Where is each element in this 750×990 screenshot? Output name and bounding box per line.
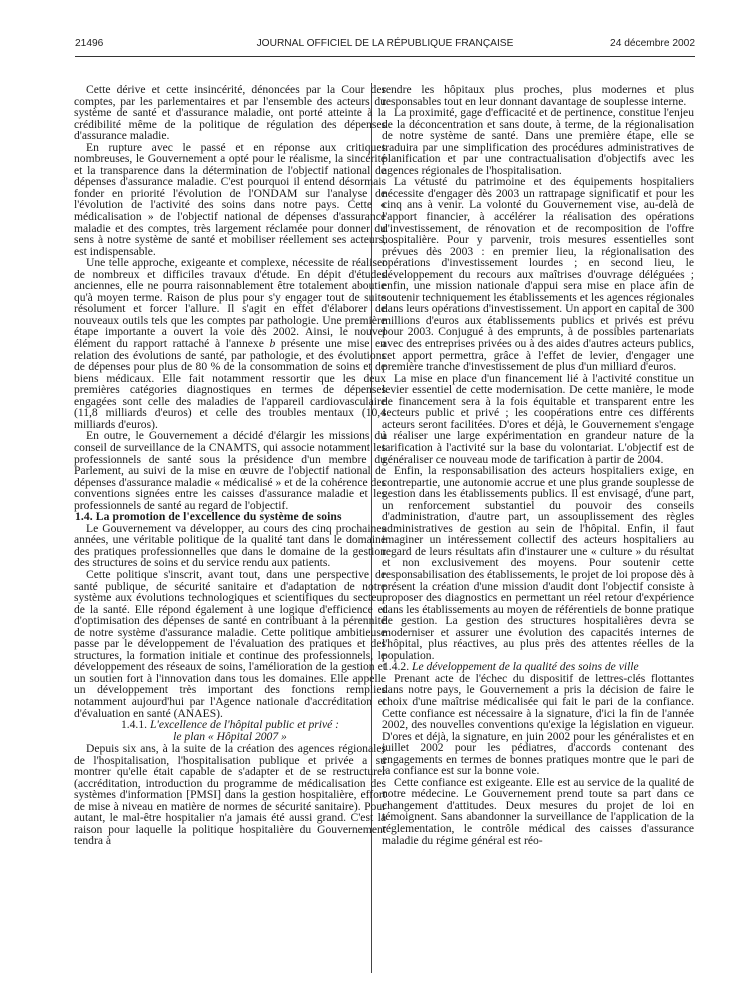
left-column xyxy=(74,84,386,847)
paragraph: En rupture avec le passé et en réponse aux critiques nombreuses, le Gouvernement a opté pour le réalisme, la sincérité et la transparence dans la détermination de l'objectif national de dépenses d'assurance maladie. C'est pourquoi il entend désormais fonder en priorité l'évolution de l'ONDAM sur l'analyse de l'évolution de l'activité des soins dans notre pays. Cette « médicalisation » de l'objectif national de dépenses d'assurance maladie et des comptes, très largement réclamée pour donner du sens à notre système de santé et mobiliser réellement ses acteurs, est indispensable. xyxy=(74,140,386,258)
subsection-title: Le développement de la qualité des soins de ville xyxy=(412,660,639,674)
header-rule xyxy=(75,56,695,57)
paragraph: La proximité, gage d'efficacité et de pertinence, constitue l'enjeu de la déconcentration et sans doute, à terme, de la régionalisation de notre système de santé. Dans une première étape, elle se traduira par une simplification des procédures administratives de planification et par une contractualisation d'objectifs avec les agences régionales de l'hospitalisation. xyxy=(382,106,694,177)
page-number: 21496 xyxy=(75,38,104,49)
paragraph-text: Une telle approche, exigeante et complexe, nécessite de réaliser de nombreux et difficiles travaux d'étude. En dépit d'études anciennes, elle ne pourra raisonnablement être totalement aboutie qu'à moyen terme. Raison de plus pour s'y engager tout de suite résolument et forcer l'allure. Il s'agit en effet d'élaborer de nouveaux outils tels que les comptes par pathologie. Une première étape importante a ouvert la voie dès 2002. Ainsi, le nouvel élément du rapport rattaché à l'annexe xyxy=(74,256,386,351)
paragraph: Cette dérive et cette insincérité, dénoncées par la Cour des comptes, par les parlementaires et par l'ensemble des acteurs du système de santé et d'assurance maladie, ont porté atteinte à la crédibilité même de la politique de régulation des dépenses d'assurance maladie. xyxy=(74,83,386,143)
paragraph: Le Gouvernement va développer, au cours des cinq prochaines années, une véritable politique de la qualité tant dans le domaine des pratiques professionnelles que dans le domaine de la gestion des structures de soins et du service rendu aux patients. xyxy=(74,521,386,570)
right-column xyxy=(382,84,694,846)
paragraph: Prenant acte de l'échec du dispositif de lettres-clés flottantes dans notre pays, le Gouvernement a pris la décision de faire le choix d'une maîtrise médicalisée qui fait le pari de la confiance. Cette confiance est nécessaire à la signature, d'ici la fin de l'année 2002, des nouvelles conventions qu'exige la législation en vigueur. D'ores et déjà, la signature, en juin 2002 pour les généralistes et en juillet 2002 pour les pédiatres, d'accords contenant des engagements en termes de bonnes pratiques montre que le pari de la confiance est sur la bonne voie. xyxy=(382,671,694,778)
section-heading: 1.4. La promotion de l'excellence du système de soins xyxy=(75,510,342,524)
subsection-number: 1.4.1. xyxy=(120,718,148,732)
paragraph: Depuis six ans, à la suite de la création des agences régionales de l'hospitalisation, l'hospitalisation publique et privée a su montrer qu'elle était capable de s'adapter et de se restructurer (accréditation, introduction du programme de médicalisation des systèmes d'information [PMSI] dans la gestion hospitalière, effort de mise à niveau en matière de normes de sécurité sanitaire). Pour autant, le mal-être hospitalier n'a jamais été aussi grand. C'est la raison pour laquelle la politique hospitalière du Gouvernement tendra à xyxy=(74,742,386,848)
subsection-title-line1: L'excellence de l'hôpital public et privé : xyxy=(149,718,340,732)
subsection-title-line2: le plan « Hôpital 2007 » xyxy=(173,730,287,744)
annex-reference: b xyxy=(269,337,276,351)
paragraph xyxy=(74,257,386,430)
paragraph: Enfin, la responsabilisation des acteurs hospitaliers exige, en contrepartie, une autonomie accrue et une plus grande souplesse de gestion dans les établissements publics. Il est envisagé, d'une part, un renforcement substantiel du pouvoir des conseils d'administration, d'autre part, un assouplissement des règles administratives de gestion au sein de l'hôpital. Enfin, il faut imaginer un intéressement collectif des acteurs hospitaliers au regard de leurs résultats afin d'instaurer une « culture » du résultat et non exclusivement des moyens. Pour soutenir cette responsabilisation des établissements, le projet de loi propose dès à présent la création d'une mission d'audit dont l'objectif consiste à proposer des diagnostics en permettant un réel retour d'expérience dans les établissements au moyen de référentiels de bonne pratique de gestion. La gestion des structures hospitalières devra se moderniser et assurer une évolution des capacités internes de l'hôpital, plus réactives, au plus près des attentes réelles de la population. xyxy=(382,464,694,662)
subsection-heading xyxy=(74,719,386,743)
paragraph: Cette confiance est exigeante. Elle est au service de la qualité de notre médecine. Le Gouvernement prend toute sa part dans ce changement d'attitudes. Deux mesures du projet de loi en témoignent. Sans abandonner la surveillance de l'application de la réglementation, le contrôle médical des caisses d'assurance maladie du régime général est réo- xyxy=(382,775,694,847)
paragraph-continued: rendre les hôpitaux plus proches, plus modernes et plus responsables tout en leur donnant davantage de souplesse interne. xyxy=(382,83,694,108)
journal-title: JOURNAL OFFICIEL DE LA RÉPUBLIQUE FRANÇAISE xyxy=(256,38,514,49)
paragraph: En outre, le Gouvernement a décidé d'élargir les missions du conseil de surveillance de la CNAMTS, qui associe notamment les professionnels de santé sous la présidence d'un membre du Parlement, au suivi de la mise en œuvre de l'objectif national de dépenses d'assurance maladie « médicalisé » et de la cohérence des conventions signées entre les caisses d'assurance maladie et les professionnels de santé au regard de l'objectif. xyxy=(74,429,386,512)
paragraph-text: présente une mise en relation des évolutions de santé, par pathologie, et des évolutions de dépenses pour plus de 80 % de la consommation de soins et de biens médicaux. Elle fait notamment ressortir que les deux premières catégories diagnostiques en termes de dépenses engagées sont celle des maladies de l'appareil cardiovasculaire (11,8 milliards d'euros) et celle des troubles mentaux (10,4 milliards d'euros). xyxy=(74,337,386,431)
subsection-number: 1.4.2. xyxy=(383,660,410,674)
paragraph: La vétusté du patrimoine et des équipements hospitaliers nécessite d'engager dès 2003 un rattrapage significatif et pour les cinq ans à venir. La volonté du Gouvernement vise, au-delà de l'apport financier, à accélérer la réalisation des opérations d'investissement, de rénovation et de recomposition de l'offre hospitalière. Pour y parvenir, trois mesures essentielles sont prévues dès 2003 : en premier lieu, la régionalisation des opérations d'investissement lourdes ; en second lieu, le développement du recours aux maîtrises d'ouvrage déléguées ; enfin, une mission nationale d'appui sera mise en place afin de soutenir techniquement les établissements et les agences régionales dans leurs opérations d'investissement. Un apport en capital de 300 millions d'euros aux établissements publics et privés est prévu pour 2003. Conjugué à des emprunts, à de possibles partenariats avec des entreprises privées ou à des aides d'autres acteurs publics, cet apport permettra, grâce à l'effet de levier, d'engager une première tranche d'investissement de plus d'un milliard d'euros. xyxy=(382,175,694,374)
issue-date: 24 décembre 2002 xyxy=(610,38,695,49)
paragraph: La mise en place d'un financement lié à l'activité constitue un levier essentiel de cette modernisation. De cette manière, le mode de financement sera à la fois équitable et transparent entre les secteurs public et privé ; les coopérations entre ces différents acteurs seront facilitées. D'ores et déjà, le Gouvernement s'engage à réaliser une large expérimentation en grandeur nature de la tarification à l'activité sur la base du volontariat. L'objectif est de généraliser ce nouveau mode de tarification à partir de 2004. xyxy=(382,371,694,466)
paragraph: Cette politique s'inscrit, avant tout, dans une perspective de santé publique, de sécurité sanitaire et d'adaptation de notre système aux évolutions technologiques et scientifiques du secteur de la santé. Elle répond également à une logique d'efficience et d'optimisation des dépenses de santé en contribuant à la pérennité de notre système d'assurance maladie. Cette politique ambitieuse passe par le développement de l'évaluation des pratiques et des structures, la formation initiale et continue des professionnels, le développement des réseaux de soins, l'amélioration de la gestion et un soutien fort à l'innovation dans tous les domaines. Elle appelle un développement très important des fonctions remplies notamment aujourd'hui par l'Agence nationale d'accréditation et d'évaluation en santé (ANAES). xyxy=(74,567,386,720)
running-head xyxy=(75,38,695,52)
